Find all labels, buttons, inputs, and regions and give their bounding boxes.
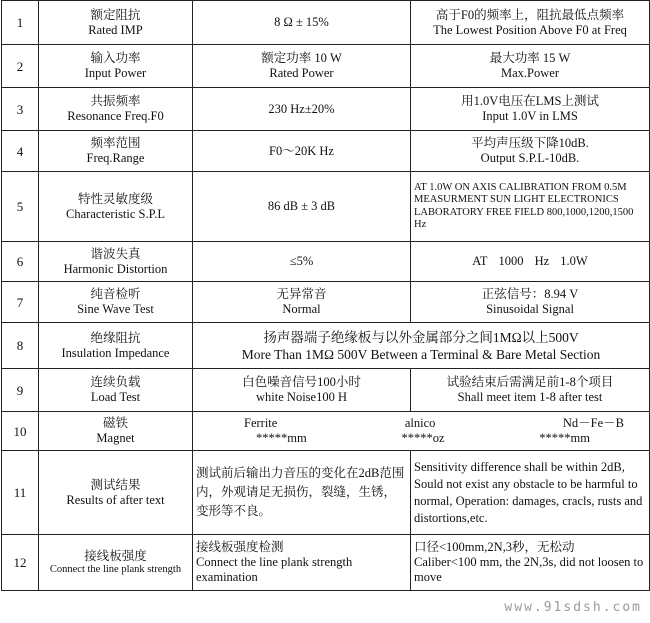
note-cn: 正弦信号：8.94 V xyxy=(481,287,579,301)
row-number: 6 xyxy=(2,242,39,282)
table-row xyxy=(2,88,650,131)
note-en: The Lowest Position Above F0 at Freq xyxy=(433,22,627,37)
note-cn: 高于F0的频率上，阻抗最低点频率 xyxy=(435,7,625,22)
value-cell: ≤5% xyxy=(193,242,411,282)
table-row xyxy=(2,323,650,369)
note-cn: 试验结束后需满足前1-8个项目 xyxy=(446,375,614,389)
table-row xyxy=(2,412,650,451)
row-number: 11 xyxy=(2,451,39,535)
watermark: www.91sdsh.com xyxy=(504,600,642,615)
item-name-en: Connect the line plank strength xyxy=(49,563,182,575)
note-en: Shall meet item 1-8 after test xyxy=(457,390,603,404)
span-cn: 扬声器端子绝缘板与以外金属部分之间1MΩ以上500V xyxy=(263,329,579,345)
value-cn: 接线板强度检测 xyxy=(196,540,284,554)
spanning-cell xyxy=(193,323,650,369)
table-row xyxy=(2,172,650,242)
value-en: Connect the line plank strength examination xyxy=(196,555,353,584)
item-name-cn: 测试结果 xyxy=(90,477,141,492)
value-cell: 8 Ω ± 15% xyxy=(193,1,411,45)
value-cell: 86 dB ± 3 dB xyxy=(193,172,411,242)
note-cell xyxy=(411,88,650,131)
item-name-cn: 额定阻抗 xyxy=(90,7,141,22)
note-cell xyxy=(411,45,650,88)
value-en: Rated Power xyxy=(269,66,334,80)
item-cell xyxy=(39,131,193,172)
item-cell xyxy=(39,451,193,535)
value-cell xyxy=(193,369,411,412)
magnet-units xyxy=(196,431,646,446)
note-cn: 口径<100mm,2N,3秒，无松动 xyxy=(414,540,575,554)
item-name-cn: 磁铁 xyxy=(102,416,128,430)
note-cell: Sensitivity difference shall be within 2dB, Sould not exist any obstacle to be harmful to normal, Operation: damages, cracls, rusts and distortions,etc. xyxy=(411,451,650,535)
row-number: 2 xyxy=(2,45,39,88)
row-number: 7 xyxy=(2,282,39,323)
table-row xyxy=(2,282,650,323)
table-row xyxy=(2,535,650,591)
row-number: 5 xyxy=(2,172,39,242)
note-en: Caliber<100 mm, the 2N,3s, did not loosen to move xyxy=(414,555,644,584)
note-cn: 最大功率 15 W xyxy=(489,51,571,65)
note-cell xyxy=(411,369,650,412)
item-name-cn: 输入功率 xyxy=(90,51,141,65)
table-row xyxy=(2,131,650,172)
item-name-en: Resonance Freq.F0 xyxy=(67,109,164,123)
table-row xyxy=(2,369,650,412)
note-cell xyxy=(411,1,650,45)
item-name-en: Input Power xyxy=(84,66,147,80)
item-name-en: Rated IMP xyxy=(88,22,143,37)
magnet-type: Nd－Fe－B xyxy=(562,416,624,430)
magnet-types xyxy=(196,416,646,431)
note-en: Max.Power xyxy=(501,66,559,80)
value-en: Normal xyxy=(282,302,321,316)
item-name-en: Sine Wave Test xyxy=(77,302,154,316)
item-name-en: Results of after text xyxy=(66,492,165,507)
item-name-cn: 特性灵敏度级 xyxy=(77,191,153,206)
value-cell xyxy=(193,282,411,323)
note-en: Output S.P.L-10dB. xyxy=(480,151,580,165)
value-cell: F0～20K Hz xyxy=(193,131,411,172)
table-row xyxy=(2,451,650,535)
table-row xyxy=(2,45,650,88)
item-cell xyxy=(39,88,193,131)
note-cell: AT 1.0W ON AXIS CALIBRATION FROM 0.5M MEASURMENT SUN LIGHT ELECTRONICS LABORATORY FREE FIELD 800,1000,1200,1500 Hz xyxy=(411,172,650,242)
item-cell xyxy=(39,412,193,451)
value-en: white Noise100 H xyxy=(256,390,347,404)
value-cn: 无异常音 xyxy=(276,287,327,301)
item-name-en: Load Test xyxy=(90,390,141,404)
value-cell: 测试前后输出力音压的变化在2dB范围内，外观请足无损伤，裂缝，生锈，变形等不良。 xyxy=(193,451,411,535)
row-number: 8 xyxy=(2,323,39,369)
item-name-en: Harmonic Distortion xyxy=(63,261,168,276)
item-name-cn: 频率范围 xyxy=(90,136,141,150)
item-cell xyxy=(39,369,193,412)
item-name-en: Magnet xyxy=(96,431,135,445)
item-cell xyxy=(39,242,193,282)
magnet-type: Ferrite xyxy=(244,416,278,430)
note-cell xyxy=(411,535,650,591)
item-cell xyxy=(39,323,193,369)
magnet-unit: *****mm xyxy=(539,431,590,445)
spec-table xyxy=(1,0,650,591)
note-cell: AT 1000 Hz 1.0W xyxy=(411,242,650,282)
row-number: 10 xyxy=(2,412,39,451)
row-number: 4 xyxy=(2,131,39,172)
note-cn: 平均声压级下降10dB. xyxy=(471,136,589,150)
table-row xyxy=(2,242,650,282)
value-cell xyxy=(193,45,411,88)
item-name-en: Freq.Range xyxy=(86,151,145,165)
row-number: 9 xyxy=(2,369,39,412)
row-number: 3 xyxy=(2,88,39,131)
item-cell xyxy=(39,172,193,242)
note-en: Input 1.0V in LMS xyxy=(482,109,578,123)
item-name-cn: 连续负载 xyxy=(90,375,141,389)
item-name-en: Insulation Impedance xyxy=(61,345,170,360)
magnet-unit: *****mm xyxy=(256,431,307,445)
value-cell xyxy=(193,535,411,591)
row-number: 1 xyxy=(2,1,39,45)
value-cn: 额定功率 10 W xyxy=(261,51,342,65)
item-name-cn: 谐波失真 xyxy=(90,246,141,261)
value-cell: 230 Hz±20% xyxy=(193,88,411,131)
magnet-cell xyxy=(193,412,650,451)
item-name-cn: 共振频率 xyxy=(90,94,141,108)
item-name-cn: 纯音检听 xyxy=(90,287,141,301)
item-cell xyxy=(39,1,193,45)
item-cell xyxy=(39,45,193,88)
item-name-cn: 接线板强度 xyxy=(84,548,147,563)
value-cn: 白色噪音信号100小时 xyxy=(242,375,361,389)
item-name-cn: 绝缘阻抗 xyxy=(90,330,141,345)
item-cell xyxy=(39,535,193,591)
note-cn: 用1.0V电压在LMS上测试 xyxy=(461,94,599,108)
magnet-unit: *****oz xyxy=(401,431,445,445)
span-en: More Than 1MΩ 500V Between a Terminal & Bare Metal Section xyxy=(241,346,601,362)
item-cell xyxy=(39,282,193,323)
note-cell xyxy=(411,131,650,172)
note-en: Sinusoidal Signal xyxy=(486,302,574,316)
note-cell xyxy=(411,282,650,323)
row-number: 12 xyxy=(2,535,39,591)
table-row xyxy=(2,1,650,45)
magnet-type: alnico xyxy=(404,416,436,430)
item-name-en: Characteristic S.P.L xyxy=(66,206,165,221)
